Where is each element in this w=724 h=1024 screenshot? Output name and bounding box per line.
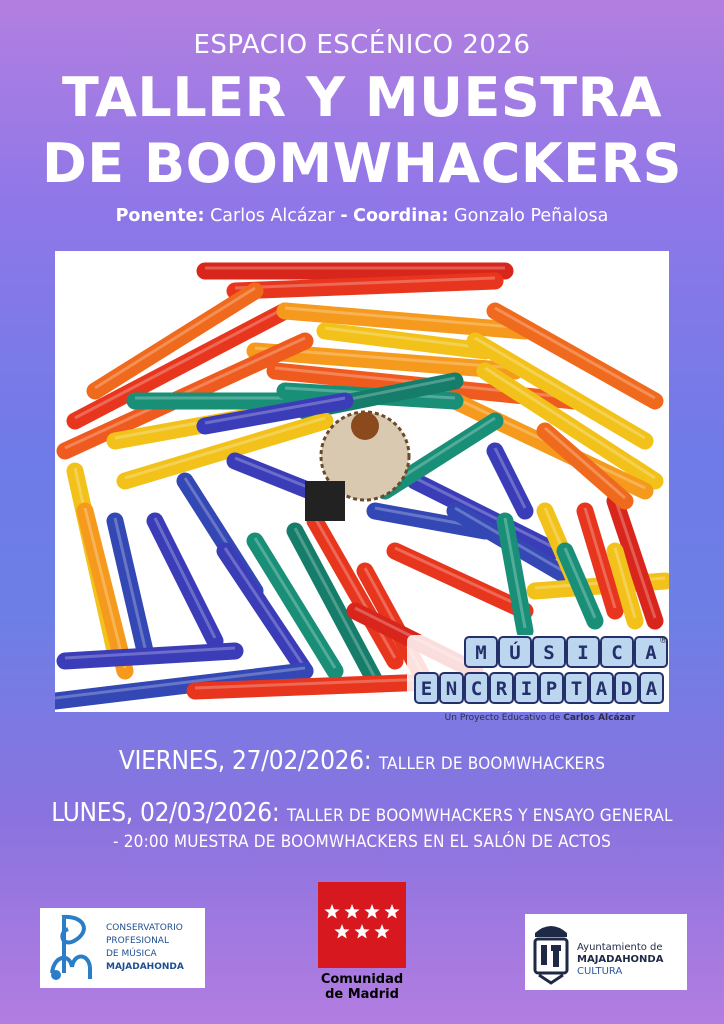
tube-highlight-21 xyxy=(155,518,215,638)
ayto-line-1: Ayuntamiento de xyxy=(577,942,663,953)
schedule-date-2: LUNES, 02/03/2026: xyxy=(51,798,280,828)
logo-word2-letter-0: E xyxy=(420,678,433,700)
logo-word2-letter-6: T xyxy=(570,678,583,700)
schedule-text-1: TALLER DE BOOMWHACKERS xyxy=(378,754,606,774)
logo-word2-letter-1: N xyxy=(445,678,458,700)
star-icon-1 xyxy=(344,904,359,919)
speaker-name: Carlos Alcázar xyxy=(210,206,335,226)
ayuntamiento-logo xyxy=(525,914,687,990)
comunidad-madrid-logo xyxy=(318,882,406,1004)
logo-word2-letter-9: A xyxy=(645,678,658,700)
registered-mark: ® xyxy=(659,636,668,646)
caption-prefix: Un Proyecto Educativo de xyxy=(444,713,564,723)
logo-word1-letter-4: C xyxy=(611,642,623,664)
cons-line-4: MAJADAHONDA xyxy=(106,962,184,972)
logo-word2-letter-4: I xyxy=(520,678,533,700)
logo-word2-letter-8: D xyxy=(620,678,633,700)
coordinator-name: Gonzalo Peñalosa xyxy=(454,206,609,226)
star-icon-5 xyxy=(354,924,369,939)
cowbell xyxy=(305,481,345,521)
madrid-stars xyxy=(318,882,406,968)
credits xyxy=(0,206,724,226)
conservatorio-emblem xyxy=(44,911,104,985)
logo-caption xyxy=(420,713,660,723)
schedule-row-3 xyxy=(0,832,724,852)
conservatorio-text xyxy=(106,922,184,974)
conservatorio-logo xyxy=(40,908,205,988)
logo-word2-letter-3: R xyxy=(495,678,508,700)
boomwhackers-photo xyxy=(55,251,669,712)
madrid-text xyxy=(318,972,406,1002)
ayto-line-2: MAJADAHONDA xyxy=(577,954,664,965)
star-icon-6 xyxy=(374,924,389,939)
shaker-handle xyxy=(351,412,379,440)
ayuntamiento-crest xyxy=(529,917,573,987)
star-icon-4 xyxy=(334,924,349,939)
schedule-date-1: VIERNES, 27/02/2026: xyxy=(118,746,372,776)
logo-word1-letter-3: I xyxy=(577,642,589,664)
schedule-row-2 xyxy=(0,798,724,828)
cons-line-1: CONSERVATORIO xyxy=(106,923,183,933)
schedule-text-3: - 20:00 MUESTRA DE BOOMWHACKERS EN EL SALÓN DE ACTOS xyxy=(112,832,612,852)
star-icon-2 xyxy=(364,904,379,919)
caption-author: Carlos Alcázar xyxy=(563,713,636,723)
schedule-row-1 xyxy=(0,746,724,776)
logo-word2-letter-7: A xyxy=(595,678,608,700)
logo-word1-letter-1: Ú xyxy=(509,642,521,664)
title-line-1: TALLER Y MUESTRA xyxy=(62,66,662,129)
star-icon-0 xyxy=(324,904,339,919)
credits-separator: - xyxy=(340,206,348,226)
madrid-line-1: Comunidad xyxy=(320,972,404,987)
musica-encriptada-logo xyxy=(407,635,668,711)
ayuntamiento-text xyxy=(577,942,663,978)
cons-line-2: PROFESIONAL xyxy=(106,936,169,946)
speaker-label: Ponente: xyxy=(115,206,205,226)
title-line-2: DE BOOMWHACKERS xyxy=(41,132,683,195)
ayto-line-3: CULTURA xyxy=(577,966,623,977)
schedule-text-2: TALLER DE BOOMWHACKERS Y ENSAYO GENERAL xyxy=(286,806,673,826)
logo-word1-letter-5: A xyxy=(645,642,657,664)
madrid-flag xyxy=(318,882,406,968)
madrid-line-2: de Madrid xyxy=(325,987,399,1002)
logo-word2-letter-2: C xyxy=(470,678,483,700)
logo-word1-letter-2: S xyxy=(543,642,555,664)
cons-line-3: DE MÚSICA xyxy=(106,949,157,959)
star-icon-3 xyxy=(384,904,399,919)
event-series: ESPACIO ESCÉNICO 2026 xyxy=(193,30,531,60)
logo-word1-letter-0: M xyxy=(475,642,487,664)
logo-word2-letter-5: P xyxy=(545,678,558,700)
coordinator-label: Coordina: xyxy=(353,206,449,226)
